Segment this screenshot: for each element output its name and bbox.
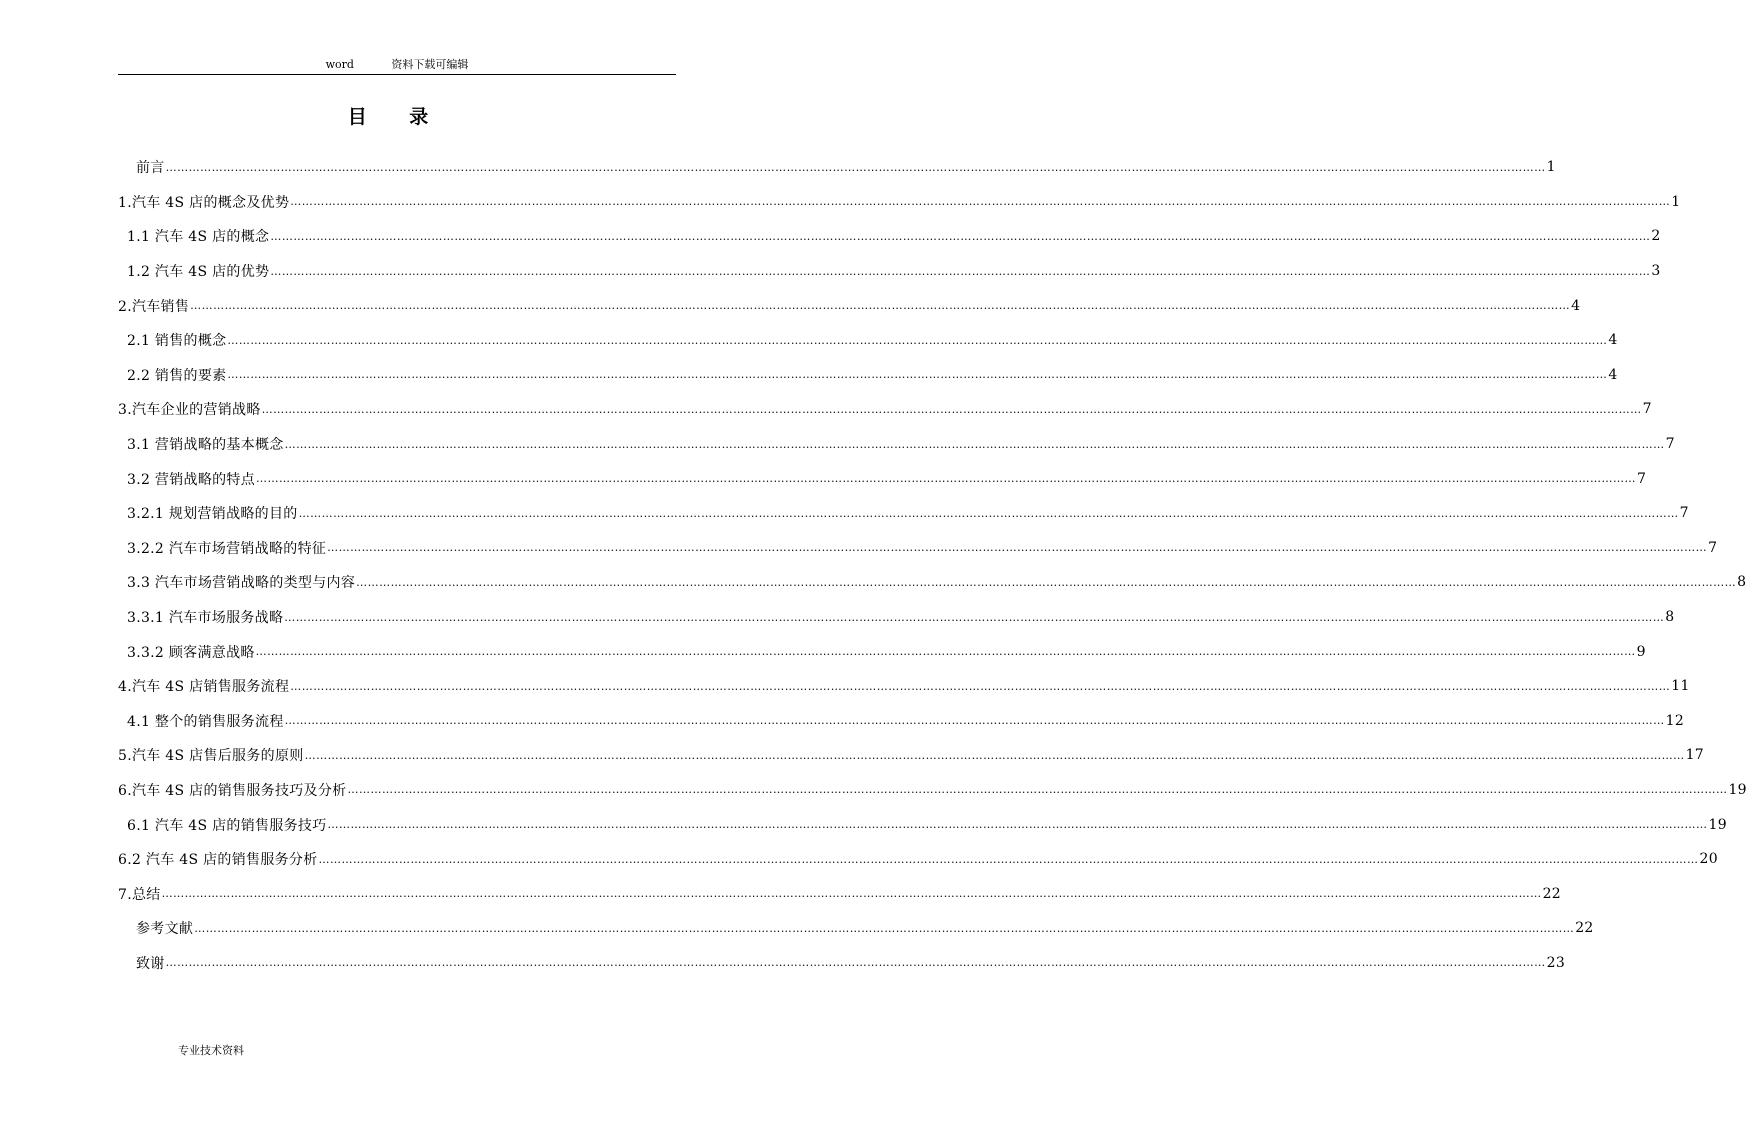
toc-entry[interactable]	[118, 669, 1690, 704]
toc-leader-dots: ………………………………………………………………………………………………………………………………………………………………………………………………………………………………………………………………………………………………………………………………	[318, 852, 1699, 866]
toc-leader-dots: ………………………………………………………………………………………………………………………………………………………………………………………………………………………………………………………………………………………………………………………………	[356, 575, 1737, 589]
toc-entry-label: 5.汽车 4S 店售后服务的原则	[118, 748, 304, 765]
toc-entry-page-number: 17	[1685, 747, 1704, 764]
toc-entry-label: 3.3.2 顾客满意战略	[127, 644, 255, 661]
toc-leader-dots: ………………………………………………………………………………………………………………………………………………………………………………………………………………………………………………………………………………………………………………………………	[270, 264, 1651, 278]
toc-entry-page-number: 7	[1642, 401, 1652, 418]
toc-entry-label: 3.2.1 规划营销战略的目的	[127, 506, 298, 523]
toc-entry-label: 3.2.2 汽车市场营销战略的特征	[127, 540, 327, 557]
toc-entry-page-number: 22	[1542, 885, 1561, 902]
toc-entry-page-number: 1	[1671, 193, 1681, 210]
toc-leader-dots: ………………………………………………………………………………………………………………………………………………………………………………………………………………………………………………………………………………………………………………………………	[161, 887, 1542, 901]
toc-leader-dots: ………………………………………………………………………………………………………………………………………………………………………………………………………………………………………………………………………………………………………………………………	[227, 333, 1608, 347]
toc-entry[interactable]	[118, 358, 1618, 393]
header-left-text: word	[325, 58, 354, 71]
toc-entry-label: 参考文献	[136, 921, 194, 938]
toc-entry-label: 致谢	[136, 955, 165, 972]
page-header	[118, 56, 676, 75]
toc-leader-dots: ………………………………………………………………………………………………………………………………………………………………………………………………………………………………………………………………………………………………………………………………	[304, 748, 1685, 762]
toc-leader-dots: ………………………………………………………………………………………………………………………………………………………………………………………………………………………………………………………………………………………………………………………………	[347, 783, 1728, 797]
toc-entry-page-number: 23	[1546, 954, 1566, 971]
toc-entry-page-number: 7	[1665, 436, 1675, 453]
page-footer: 专业技术资料	[178, 1044, 244, 1057]
toc-entry-page-number: 12	[1665, 712, 1685, 729]
toc-leader-dots: ………………………………………………………………………………………………………………………………………………………………………………………………………………………………………………………………………………………………………………………………	[270, 229, 1651, 243]
toc-entry-page-number: 19	[1728, 781, 1747, 798]
toc-entry[interactable]	[118, 565, 1747, 600]
toc-entry[interactable]	[118, 876, 1561, 911]
toc-leader-dots: ………………………………………………………………………………………………………………………………………………………………………………………………………………………………………………………………………………………………………………………………	[284, 437, 1665, 451]
toc-entry[interactable]	[118, 807, 1727, 842]
toc-entry-page-number: 3	[1651, 263, 1661, 280]
toc-entry-page-number: 2	[1651, 228, 1661, 245]
toc-entry[interactable]	[118, 219, 1661, 254]
toc-entry-label: 1.2 汽车 4S 店的优势	[127, 264, 270, 281]
toc-leader-dots: ………………………………………………………………………………………………………………………………………………………………………………………………………………………………………………………………………………………………………………………………	[298, 506, 1679, 520]
toc-entry[interactable]	[118, 288, 1581, 323]
toc-entry[interactable]	[118, 496, 1689, 531]
toc-entry-label: 7.总结	[118, 886, 161, 903]
toc-entry[interactable]	[118, 427, 1675, 462]
toc-entry-page-number: 11	[1671, 678, 1690, 695]
toc-entry-page-number: 7	[1637, 470, 1647, 487]
toc-entry-label: 2.汽车销售	[118, 298, 190, 315]
toc-entry-label: 1.1 汽车 4S 店的概念	[127, 229, 270, 246]
toc-leader-dots: ………………………………………………………………………………………………………………………………………………………………………………………………………………………………………………………………………………………………………………………………	[165, 160, 1546, 174]
toc-entry-label: 3.2 营销战略的特点	[127, 471, 256, 488]
toc-entry[interactable]	[118, 704, 1685, 739]
toc-entry-page-number: 8	[1665, 609, 1675, 626]
toc-entry[interactable]	[118, 773, 1747, 808]
toc-entry[interactable]	[118, 461, 1647, 496]
toc-entry[interactable]	[118, 634, 1646, 669]
toc-entry-page-number: 8	[1737, 574, 1747, 591]
toc-leader-dots: ………………………………………………………………………………………………………………………………………………………………………………………………………………………………………………………………………………………………………………………………	[290, 195, 1671, 209]
header-right-text: 资料下载可编辑	[391, 58, 469, 71]
toc-entry[interactable]	[118, 150, 1556, 185]
toc-leader-dots: ………………………………………………………………………………………………………………………………………………………………………………………………………………………………………………………………………………………………………………………………	[327, 541, 1708, 555]
toc-entry-label: 4.汽车 4S 店销售服务流程	[118, 679, 290, 696]
toc-entry[interactable]	[118, 531, 1718, 566]
toc-entry[interactable]	[118, 911, 1594, 946]
toc-entry-page-number: 4	[1608, 366, 1618, 383]
toc-entry-page-number: 4	[1608, 332, 1618, 349]
toc-entry-page-number: 7	[1708, 539, 1718, 556]
toc-leader-dots: ………………………………………………………………………………………………………………………………………………………………………………………………………………………………………………………………………………………………………………………………	[284, 714, 1665, 728]
toc-entry-label: 4.1 整个的销售服务流程	[127, 713, 284, 730]
toc-entry-label: 6.1 汽车 4S 店的销售服务技巧	[127, 817, 327, 834]
toc-entry[interactable]	[118, 738, 1704, 773]
toc-leader-dots: ………………………………………………………………………………………………………………………………………………………………………………………………………………………………………………………………………………………………………………………………	[194, 921, 1575, 935]
toc-entry[interactable]	[118, 392, 1652, 427]
toc-entry-page-number: 22	[1575, 920, 1594, 937]
toc-entry-label: 1.汽车 4S 店的概念及优势	[118, 194, 290, 211]
toc-entry-label: 6.2 汽车 4S 店的销售服务分析	[118, 852, 318, 869]
toc-entry-label: 3.3.1 汽车市场服务战略	[127, 610, 284, 627]
toc-entry[interactable]	[118, 323, 1618, 358]
toc-entry-page-number: 19	[1708, 816, 1727, 833]
toc-leader-dots: ………………………………………………………………………………………………………………………………………………………………………………………………………………………………………………………………………………………………………………………………	[261, 402, 1642, 416]
toc-leader-dots: ………………………………………………………………………………………………………………………………………………………………………………………………………………………………………………………………………………………………………………………………	[190, 299, 1571, 313]
toc-leader-dots: ………………………………………………………………………………………………………………………………………………………………………………………………………………………………………………………………………………………………………………………………	[290, 679, 1671, 693]
toc-entry-page-number: 9	[1636, 643, 1646, 660]
toc-leader-dots: ………………………………………………………………………………………………………………………………………………………………………………………………………………………………………………………………………………………………………………………………	[255, 645, 1636, 659]
page-title: 目 录	[347, 106, 447, 128]
toc-entry-label: 2.2 销售的要素	[127, 367, 227, 384]
toc-leader-dots: ………………………………………………………………………………………………………………………………………………………………………………………………………………………………………………………………………………………………………………………………	[227, 368, 1608, 382]
toc-entry[interactable]	[118, 254, 1661, 289]
toc-entry[interactable]	[118, 842, 1718, 877]
toc-entry-page-number: 20	[1699, 851, 1718, 868]
toc-entry-label: 6.汽车 4S 店的销售服务技巧及分析	[118, 782, 347, 799]
toc-leader-dots: ………………………………………………………………………………………………………………………………………………………………………………………………………………………………………………………………………………………………………………………………	[165, 956, 1546, 970]
toc-entry[interactable]	[118, 185, 1681, 220]
toc-entry-page-number: 4	[1571, 297, 1581, 314]
table-of-contents	[118, 150, 1747, 980]
toc-entry-label: 3.1 营销战略的基本概念	[127, 437, 284, 454]
toc-entry-label: 3.3 汽车市场营销战略的类型与内容	[127, 575, 356, 592]
toc-entry[interactable]	[118, 600, 1675, 635]
toc-entry[interactable]	[118, 946, 1566, 981]
toc-leader-dots: ………………………………………………………………………………………………………………………………………………………………………………………………………………………………………………………………………………………………………………………………	[284, 610, 1665, 624]
toc-entry-label: 2.1 销售的概念	[127, 333, 227, 350]
toc-leader-dots: ………………………………………………………………………………………………………………………………………………………………………………………………………………………………………………………………………………………………………………………………	[256, 472, 1637, 486]
toc-entry-label: 前言	[136, 160, 165, 177]
toc-entry-page-number: 1	[1546, 159, 1556, 176]
toc-entry-label: 3.汽车企业的营销战略	[118, 402, 261, 419]
toc-entry-page-number: 7	[1679, 505, 1689, 522]
toc-leader-dots: ………………………………………………………………………………………………………………………………………………………………………………………………………………………………………………………………………………………………………………………………	[327, 818, 1708, 832]
